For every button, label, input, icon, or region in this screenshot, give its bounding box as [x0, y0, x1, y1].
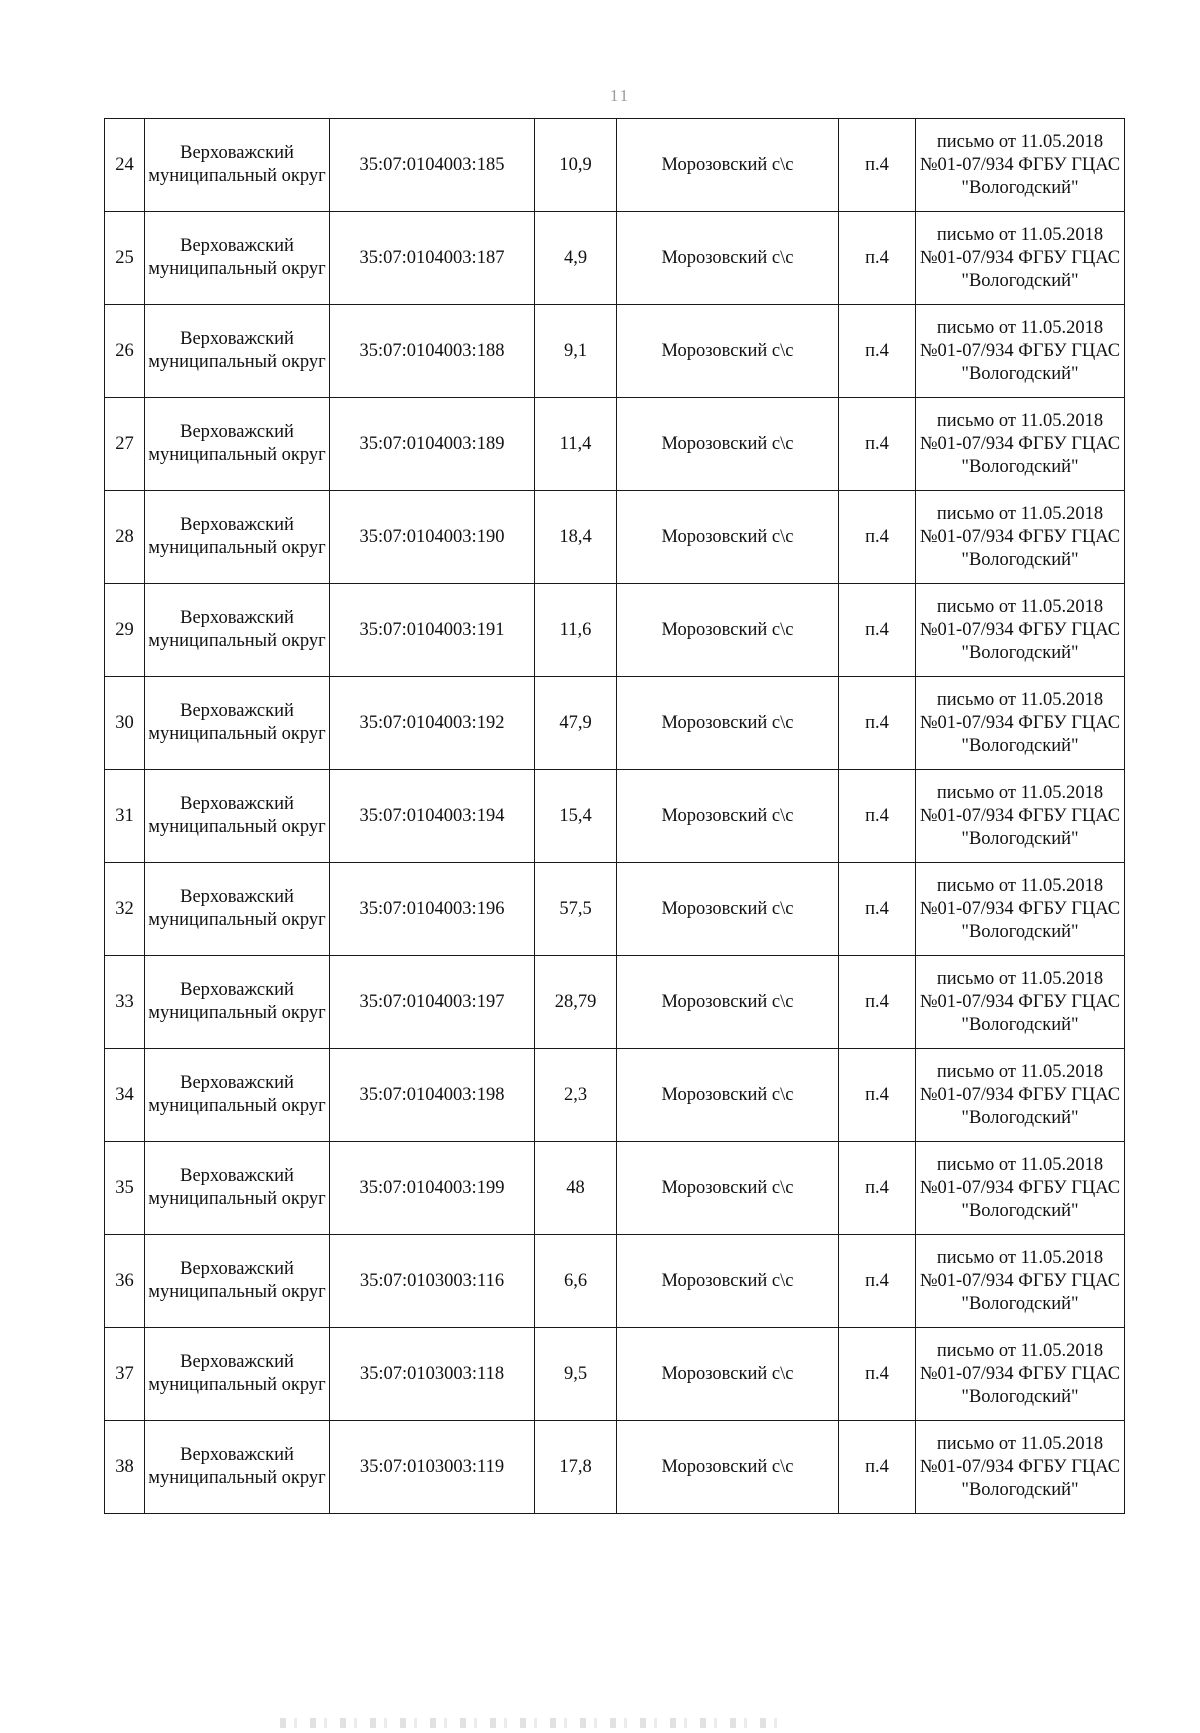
- settlement-cell: Морозовский с\с: [617, 491, 839, 584]
- settlement-cell: Морозовский с\с: [617, 1235, 839, 1328]
- cadastral-number-cell: 35:07:0104003:189: [330, 398, 535, 491]
- point-cell: п.4: [839, 491, 916, 584]
- point-cell: п.4: [839, 212, 916, 305]
- area-cell: 47,9: [535, 677, 617, 770]
- row-number-cell: 27: [105, 398, 145, 491]
- table-row: [105, 398, 1125, 491]
- point-cell: п.4: [839, 1235, 916, 1328]
- cadastral-number-cell: 35:07:0104003:192: [330, 677, 535, 770]
- cadastral-number-cell: 35:07:0104003:194: [330, 770, 535, 863]
- land-plots-table: [104, 118, 1124, 1514]
- row-number-cell: 38: [105, 1421, 145, 1514]
- point-cell: п.4: [839, 305, 916, 398]
- point-cell: п.4: [839, 956, 916, 1049]
- point-cell: п.4: [839, 584, 916, 677]
- scan-artifact: [280, 1718, 780, 1728]
- settlement-cell: Морозовский с\с: [617, 677, 839, 770]
- table-row: [105, 305, 1125, 398]
- area-cell: 9,1: [535, 305, 617, 398]
- row-number-cell: 28: [105, 491, 145, 584]
- row-number-cell: 31: [105, 770, 145, 863]
- row-number-cell: 25: [105, 212, 145, 305]
- basis-cell: письмо от 11.05.2018 №01-07/934 ФГБУ ГЦАС "Вологодский": [916, 491, 1125, 584]
- municipality-cell: Верховажский муниципальный округ: [145, 1142, 330, 1235]
- municipality-cell: Верховажский муниципальный округ: [145, 119, 330, 212]
- basis-cell: письмо от 11.05.2018 №01-07/934 ФГБУ ГЦАС "Вологодский": [916, 956, 1125, 1049]
- settlement-cell: Морозовский с\с: [617, 1421, 839, 1514]
- municipality-cell: Верховажский муниципальный округ: [145, 770, 330, 863]
- basis-cell: письмо от 11.05.2018 №01-07/934 ФГБУ ГЦАС "Вологодский": [916, 770, 1125, 863]
- settlement-cell: Морозовский с\с: [617, 119, 839, 212]
- basis-cell: письмо от 11.05.2018 №01-07/934 ФГБУ ГЦАС "Вологодский": [916, 1142, 1125, 1235]
- table-row: [105, 212, 1125, 305]
- area-cell: 11,4: [535, 398, 617, 491]
- municipality-cell: Верховажский муниципальный округ: [145, 305, 330, 398]
- point-cell: п.4: [839, 1328, 916, 1421]
- point-cell: п.4: [839, 770, 916, 863]
- municipality-cell: Верховажский муниципальный округ: [145, 1049, 330, 1142]
- settlement-cell: Морозовский с\с: [617, 1328, 839, 1421]
- cadastral-number-cell: 35:07:0103003:116: [330, 1235, 535, 1328]
- municipality-cell: Верховажский муниципальный округ: [145, 212, 330, 305]
- table-row: [105, 1049, 1125, 1142]
- table-row: [105, 677, 1125, 770]
- municipality-cell: Верховажский муниципальный округ: [145, 398, 330, 491]
- settlement-cell: Морозовский с\с: [617, 956, 839, 1049]
- cadastral-number-cell: 35:07:0103003:119: [330, 1421, 535, 1514]
- cadastral-number-cell: 35:07:0104003:199: [330, 1142, 535, 1235]
- area-cell: 28,79: [535, 956, 617, 1049]
- basis-cell: письмо от 11.05.2018 №01-07/934 ФГБУ ГЦАС "Вологодский": [916, 212, 1125, 305]
- table-row: [105, 1235, 1125, 1328]
- settlement-cell: Морозовский с\с: [617, 305, 839, 398]
- area-cell: 57,5: [535, 863, 617, 956]
- row-number-cell: 26: [105, 305, 145, 398]
- basis-cell: письмо от 11.05.2018 №01-07/934 ФГБУ ГЦАС "Вологодский": [916, 677, 1125, 770]
- basis-cell: письмо от 11.05.2018 №01-07/934 ФГБУ ГЦАС "Вологодский": [916, 1328, 1125, 1421]
- municipality-cell: Верховажский муниципальный округ: [145, 491, 330, 584]
- settlement-cell: Морозовский с\с: [617, 398, 839, 491]
- settlement-cell: Морозовский с\с: [617, 1049, 839, 1142]
- table-row: [105, 956, 1125, 1049]
- area-cell: 10,9: [535, 119, 617, 212]
- cadastral-number-cell: 35:07:0104003:190: [330, 491, 535, 584]
- row-number-cell: 32: [105, 863, 145, 956]
- table-row: [105, 863, 1125, 956]
- point-cell: п.4: [839, 1421, 916, 1514]
- row-number-cell: 30: [105, 677, 145, 770]
- basis-cell: письмо от 11.05.2018 №01-07/934 ФГБУ ГЦАС "Вологодский": [916, 305, 1125, 398]
- settlement-cell: Морозовский с\с: [617, 584, 839, 677]
- area-cell: 11,6: [535, 584, 617, 677]
- area-cell: 15,4: [535, 770, 617, 863]
- row-number-cell: 29: [105, 584, 145, 677]
- data-table: [104, 118, 1125, 1514]
- municipality-cell: Верховажский муниципальный округ: [145, 863, 330, 956]
- table-row: [105, 1142, 1125, 1235]
- municipality-cell: Верховажский муниципальный округ: [145, 1235, 330, 1328]
- settlement-cell: Морозовский с\с: [617, 863, 839, 956]
- point-cell: п.4: [839, 677, 916, 770]
- point-cell: п.4: [839, 863, 916, 956]
- table-row: [105, 770, 1125, 863]
- municipality-cell: Верховажский муниципальный округ: [145, 1328, 330, 1421]
- basis-cell: письмо от 11.05.2018 №01-07/934 ФГБУ ГЦАС "Вологодский": [916, 1421, 1125, 1514]
- area-cell: 2,3: [535, 1049, 617, 1142]
- settlement-cell: Морозовский с\с: [617, 212, 839, 305]
- cadastral-number-cell: 35:07:0104003:191: [330, 584, 535, 677]
- basis-cell: письмо от 11.05.2018 №01-07/934 ФГБУ ГЦАС "Вологодский": [916, 1235, 1125, 1328]
- cadastral-number-cell: 35:07:0103003:118: [330, 1328, 535, 1421]
- basis-cell: письмо от 11.05.2018 №01-07/934 ФГБУ ГЦАС "Вологодский": [916, 119, 1125, 212]
- area-cell: 18,4: [535, 491, 617, 584]
- basis-cell: письмо от 11.05.2018 №01-07/934 ФГБУ ГЦАС "Вологодский": [916, 584, 1125, 677]
- municipality-cell: Верховажский муниципальный округ: [145, 1421, 330, 1514]
- cadastral-number-cell: 35:07:0104003:185: [330, 119, 535, 212]
- page-number: 11: [609, 86, 631, 105]
- settlement-cell: Морозовский с\с: [617, 770, 839, 863]
- point-cell: п.4: [839, 119, 916, 212]
- table-row: [105, 491, 1125, 584]
- cadastral-number-cell: 35:07:0104003:198: [330, 1049, 535, 1142]
- area-cell: 6,6: [535, 1235, 617, 1328]
- table-row: [105, 119, 1125, 212]
- point-cell: п.4: [839, 398, 916, 491]
- basis-cell: письмо от 11.05.2018 №01-07/934 ФГБУ ГЦАС "Вологодский": [916, 1049, 1125, 1142]
- settlement-cell: Морозовский с\с: [617, 1142, 839, 1235]
- row-number-cell: 37: [105, 1328, 145, 1421]
- row-number-cell: 36: [105, 1235, 145, 1328]
- row-number-cell: 34: [105, 1049, 145, 1142]
- table-row: [105, 1421, 1125, 1514]
- point-cell: п.4: [839, 1142, 916, 1235]
- basis-cell: письмо от 11.05.2018 №01-07/934 ФГБУ ГЦАС "Вологодский": [916, 398, 1125, 491]
- basis-cell: письмо от 11.05.2018 №01-07/934 ФГБУ ГЦАС "Вологодский": [916, 863, 1125, 956]
- municipality-cell: Верховажский муниципальный округ: [145, 677, 330, 770]
- cadastral-number-cell: 35:07:0104003:188: [330, 305, 535, 398]
- cadastral-number-cell: 35:07:0104003:197: [330, 956, 535, 1049]
- table-body: [105, 119, 1125, 1514]
- cadastral-number-cell: 35:07:0104003:187: [330, 212, 535, 305]
- area-cell: 4,9: [535, 212, 617, 305]
- municipality-cell: Верховажский муниципальный округ: [145, 584, 330, 677]
- cadastral-number-cell: 35:07:0104003:196: [330, 863, 535, 956]
- point-cell: п.4: [839, 1049, 916, 1142]
- municipality-cell: Верховажский муниципальный округ: [145, 956, 330, 1049]
- row-number-cell: 24: [105, 119, 145, 212]
- area-cell: 9,5: [535, 1328, 617, 1421]
- table-row: [105, 1328, 1125, 1421]
- row-number-cell: 35: [105, 1142, 145, 1235]
- row-number-cell: 33: [105, 956, 145, 1049]
- area-cell: 17,8: [535, 1421, 617, 1514]
- table-row: [105, 584, 1125, 677]
- area-cell: 48: [535, 1142, 617, 1235]
